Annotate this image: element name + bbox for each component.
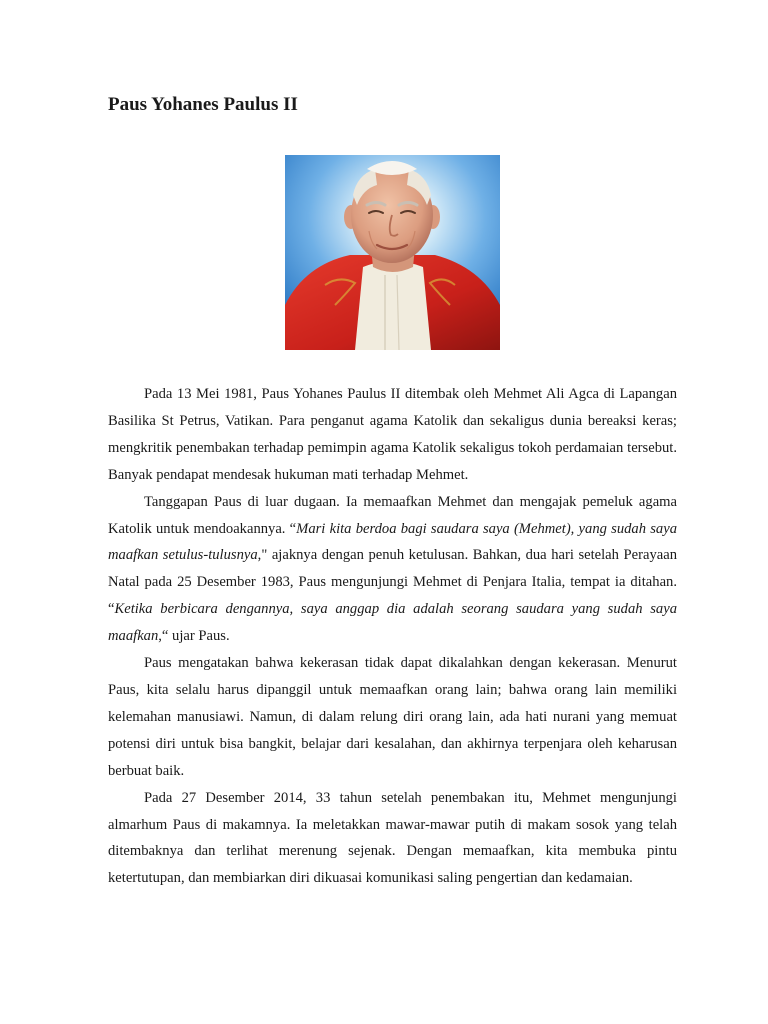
paragraph-3-text: Paus mengatakan bahwa kekerasan tidak dapat dikalahkan dengan kekerasan. Menurut Paus, kita selalu harus dipanggil untuk memaafkan orang lain; bahwa orang lain memiliki kelemahan manusiawi. Namun, di dalam relung diri orang lain, ada hati nurani yang memuat potensi diri untuk bisa bangkit, belajar dari kesalahan, dan akhirnya terpenjara oleh keharusan berbuat baik. — [108, 655, 677, 779]
paragraph-2-quote-2: Ketika berbicara dengannya, saya anggap dia adalah seorang saudara yang sudah saya maafkan — [108, 601, 677, 645]
paragraph-1-text: Pada 13 Mei 1981, Paus Yohanes Paulus II ditembak oleh Mehmet Ali Agca di Lapangan Basilika St Petrus, Vatikan. Para penganut agama Katolik dan sekaligus dunia bereaksi keras; mengkritik penembakan terhadap pemimpin agama Katolik sekaligus tokoh perdamaian tersebut. Banyak pendapat mendesak hukuman mati terhadap Mehmet. — [108, 386, 677, 483]
paragraph-4-text: Pada 27 Desember 2014, 33 tahun setelah penembakan itu, Mehmet mengunjungi almarhum Paus di makamnya. Ia meletakkan mawar-mawar putih di makam sosok yang telah ditembaknya dan terlihat merenung sejenak. Dengan memaafkan, kita membuka pintu ketertutupan, dan membiarkan diri dikuasai komunikasi saling pengertian dan kedamaian. — [108, 789, 677, 887]
paragraph-2-text-1: Tanggapan Paus di luar dugaan. Ia memaafkan Mehmet dan mengajak pemeluk agama Katolik untuk mendoakannya. “ — [108, 493, 677, 537]
document-title: Paus Yohanes Paulus II — [108, 94, 298, 115]
paragraph-2-text-2: ," ajaknya dengan penuh ketulusan. Bahkan, dua hari setelah Perayaan Natal pada 25 Desember 1983, Paus mengunjungi Mehmet di Penjara Italia, tempat ia ditahan. “ — [108, 547, 677, 618]
paragraph-2-quote-1: Mari kita berdoa bagi saudara saya (Mehmet), yang sudah saya maafkan setulus-tulusnya — [108, 520, 677, 564]
body-text — [108, 381, 677, 892]
paragraph-4 — [108, 785, 677, 893]
paragraph-2 — [108, 489, 677, 650]
paragraph-3 — [108, 650, 677, 785]
paragraph-1 — [108, 381, 677, 489]
paragraph-2-text-3: ,“ ujar Paus. — [158, 628, 230, 645]
portrait-photo-icon — [285, 155, 500, 350]
